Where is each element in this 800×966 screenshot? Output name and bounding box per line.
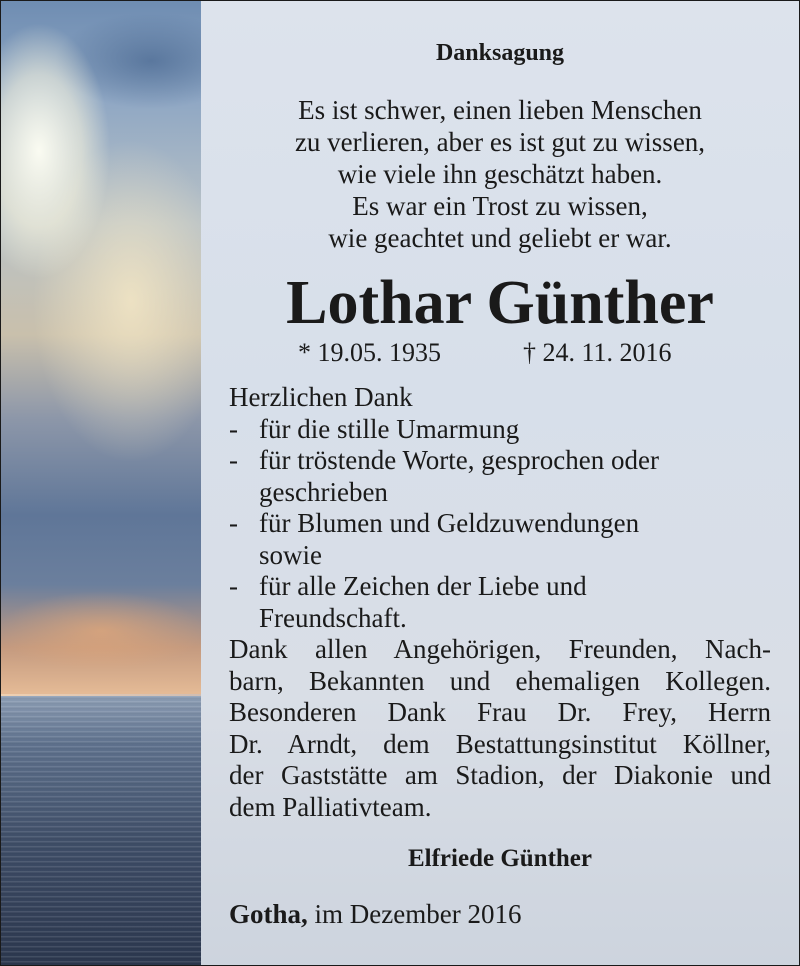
paragraph-line: der Gaststätte am Stadion, der Diakonie und	[229, 760, 771, 790]
paragraph-line: dem Palliativteam.	[229, 791, 432, 822]
thanks-body	[229, 382, 771, 823]
list-dash: -	[229, 445, 238, 475]
poem-line: wie viele ihn geschätzt haben.	[337, 159, 663, 189]
place-date-text: im Dezember 2016	[314, 899, 522, 929]
paragraph-line: Besonderen Dank Frau Dr. Frey, Herrn	[229, 697, 771, 727]
list-dash: -	[229, 413, 238, 444]
list-item-line: für Blumen und Geldzuwendungen	[259, 508, 640, 538]
sea-image	[1, 696, 201, 965]
paragraph-line: Dr. Arndt, dem Bestattungsinstitut Köllner,	[229, 728, 771, 759]
thanks-list-item	[229, 414, 771, 446]
paragraph-line: Dank allen Angehörigen, Freunden, Nach-	[229, 634, 771, 664]
list-dash: -	[229, 571, 238, 601]
thanks-list-item	[229, 508, 771, 571]
place-city: Gotha,	[229, 899, 308, 929]
poem-line: wie geachtet und geliebt er war.	[328, 223, 672, 253]
notice-heading: Danksagung	[435, 40, 565, 66]
list-item-line: geschrieben	[259, 476, 388, 507]
thanks-intro: Herzlichen Dank	[229, 382, 413, 412]
list-item-line: für die stille Umarmung	[259, 413, 520, 444]
signature: Elfriede Günther	[407, 845, 592, 872]
list-item-line: sowie	[259, 539, 322, 570]
death-date: † 24. 11. 2016	[523, 338, 672, 367]
list-dash: -	[229, 508, 238, 538]
list-item-line: für tröstende Worte, gesprochen oder	[259, 445, 659, 475]
poem-line: zu verlieren, aber es ist gut zu wissen,	[294, 127, 706, 157]
paragraph-line: barn, Bekannten und ehemaligen Kollegen.	[229, 665, 771, 696]
list-item-line: für alle Zeichen der Liebe und	[259, 571, 587, 601]
poem-line: Es war ein Trost zu wissen,	[352, 191, 648, 221]
sunrays-sky-image	[1, 1, 201, 696]
thanks-list-item	[229, 571, 771, 634]
poem-line: Es ist schwer, einen lieben Menschen	[298, 95, 702, 125]
life-dates	[201, 336, 799, 370]
poem	[201, 94, 799, 254]
thanks-list-item	[229, 445, 771, 508]
list-item-line: Freundschaft.	[259, 602, 407, 633]
birth-date: * 19.05. 1935	[298, 338, 441, 367]
text-panel	[201, 1, 799, 965]
deceased-name: Lothar Günther	[286, 269, 714, 337]
place-date	[229, 898, 521, 930]
